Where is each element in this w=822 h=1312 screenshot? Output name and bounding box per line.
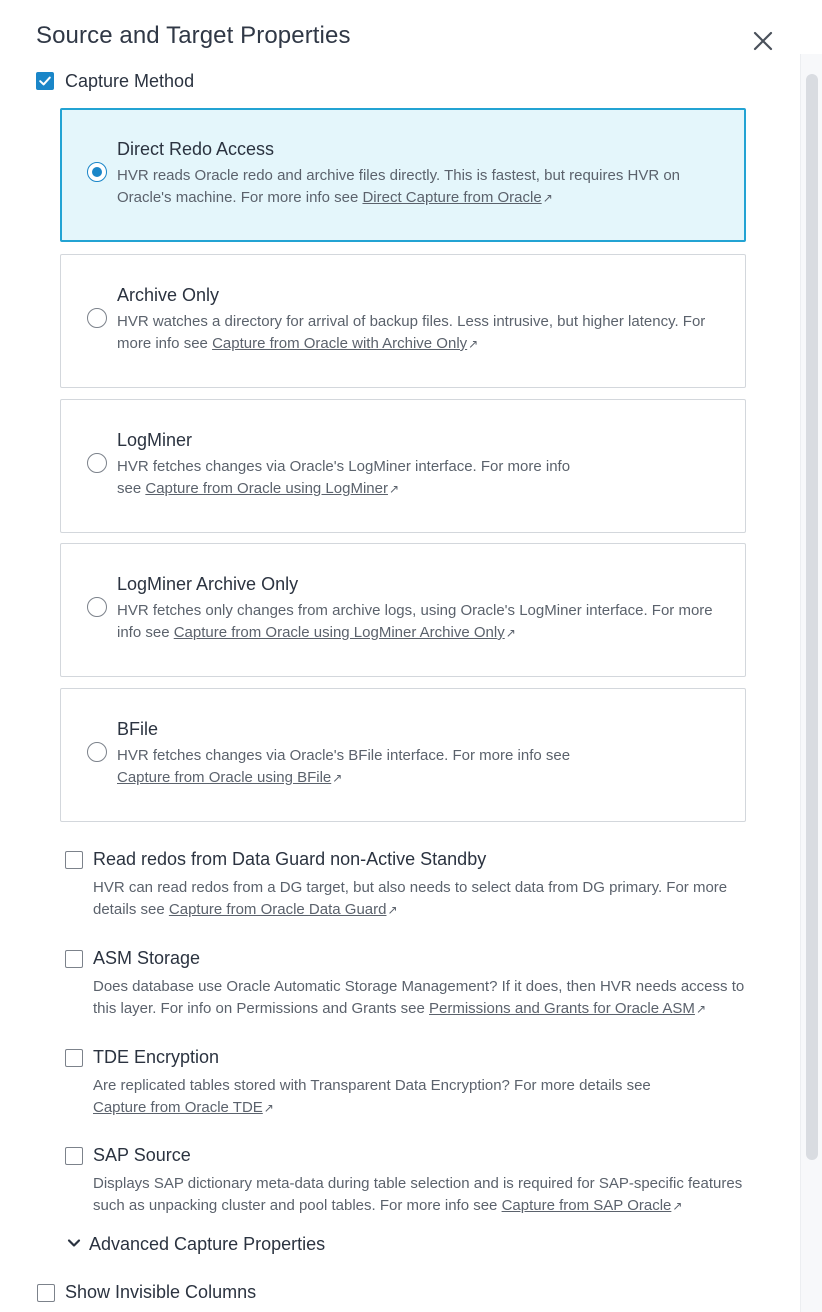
method-info-link[interactable] (117, 769, 342, 786)
method-title: LogMiner (117, 430, 193, 450)
method-card-logminer[interactable] (60, 399, 746, 533)
asm-storage-description (93, 976, 763, 1020)
option-link-text: Capture from Oracle TDE (93, 1099, 263, 1116)
sap-source-checkbox[interactable] (65, 1147, 83, 1165)
data-guard-label: Read redos from Data Guard non-Active Standby (93, 849, 487, 869)
asm-storage-checkbox[interactable] (65, 950, 83, 968)
method-title: LogMiner Archive Only (117, 574, 299, 594)
external-link-icon: ↗ (542, 191, 553, 205)
external-link-icon: ↗ (695, 1002, 706, 1016)
checkmark-icon (37, 73, 53, 89)
method-description (117, 311, 717, 355)
method-card-bfile[interactable] (60, 688, 746, 822)
method-description-text: HVR fetches changes via Oracle's BFile interface. For more info see (117, 747, 571, 764)
data-guard-info-link[interactable] (169, 901, 398, 918)
method-link-text: Capture from Oracle using LogMiner (145, 480, 388, 497)
external-link-icon: ↗ (468, 337, 479, 351)
method-description-text: HVR reads Oracle redo and archive files directly. This is fastest, but requires HVR on Oracle's machine. For more info see (117, 167, 681, 206)
chevron-down-icon (66, 1235, 82, 1251)
option-description-text: Are replicated tables stored with Transparent Data Encryption? For more details see (93, 1077, 651, 1094)
close-button[interactable] (748, 26, 778, 56)
method-description-text: HVR watches a directory for arrival of backup files. Less intrusive, but higher latency. For more info see (117, 313, 706, 352)
data-guard-description (93, 877, 753, 921)
advanced-capture-properties-toggle[interactable] (66, 1234, 325, 1255)
capture-method-label: Capture Method (65, 71, 195, 91)
method-link-text: Capture from Oracle using BFile (117, 769, 332, 786)
tde-encryption-description (93, 1075, 658, 1119)
method-title: Archive Only (117, 285, 220, 305)
method-link-text: Direct Capture from Oracle (362, 189, 542, 206)
method-link-text: Capture from Oracle using LogMiner Archive Only (173, 624, 505, 641)
external-link-icon: ↗ (332, 771, 343, 785)
method-description (117, 600, 717, 644)
method-info-link[interactable] (212, 335, 478, 352)
tde-encryption-checkbox[interactable] (65, 1049, 83, 1067)
tde-encryption-label: TDE Encryption (93, 1047, 220, 1067)
option-link-text: Permissions and Grants for Oracle ASM (429, 1000, 695, 1017)
tde-info-link[interactable] (93, 1099, 274, 1116)
asm-info-link[interactable] (429, 1000, 706, 1017)
sap-source-label: SAP Source (93, 1145, 191, 1165)
method-info-link[interactable] (145, 480, 399, 497)
radio-selected-dot (92, 167, 102, 177)
method-description (117, 745, 572, 789)
option-link-text: Capture from Oracle Data Guard (168, 901, 387, 918)
method-description (117, 165, 717, 209)
data-guard-checkbox[interactable] (65, 851, 83, 869)
option-description-text: Displays SAP dictionary meta-data during table selection and is required for SAP-specific features such as unpacking cluster and pool tables. For more info see (93, 1175, 743, 1214)
sap-source-description (93, 1173, 773, 1217)
radio-bfile[interactable] (87, 742, 107, 762)
external-link-icon: ↗ (387, 903, 398, 917)
method-info-link[interactable] (174, 624, 516, 641)
option-description-text: Does database use Oracle Automatic Storage Management? If it does, then HVR needs access to this layer. For info on Permissions and Grants see (93, 978, 745, 1017)
close-icon (748, 26, 778, 56)
scrollbar-thumb[interactable] (806, 74, 818, 1160)
method-link-text: Capture from Oracle with Archive Only (212, 335, 468, 352)
radio-archive-only[interactable] (87, 308, 107, 328)
option-link-text: Capture from SAP Oracle (501, 1197, 672, 1214)
external-link-icon: ↗ (505, 626, 516, 640)
external-link-icon: ↗ (263, 1101, 274, 1115)
dialog-title: Source and Target Properties (36, 22, 351, 49)
method-title: Direct Redo Access (117, 139, 275, 159)
option-description-text: HVR can read redos from a DG target, but also needs to select data from DG primary. For more details see (93, 879, 728, 918)
advanced-capture-properties-label: Advanced Capture Properties (89, 1234, 326, 1254)
method-card-direct-redo-access[interactable] (60, 108, 746, 242)
method-card-archive-only[interactable] (60, 254, 746, 388)
method-card-logminer-archive-only[interactable] (60, 543, 746, 677)
show-invisible-columns-label: Show Invisible Columns (65, 1282, 257, 1302)
external-link-icon: ↗ (388, 482, 400, 496)
sap-info-link[interactable] (502, 1197, 683, 1214)
radio-direct-redo-access[interactable] (87, 162, 107, 182)
method-description-text: HVR fetches only changes from archive logs, using Oracle's LogMiner interface. For more info see (117, 602, 713, 641)
asm-storage-label: ASM Storage (93, 948, 201, 968)
radio-logminer-archive-only[interactable] (87, 597, 107, 617)
method-description (117, 456, 592, 500)
method-title: BFile (117, 719, 159, 739)
show-invisible-columns-checkbox[interactable] (37, 1284, 55, 1302)
method-info-link[interactable] (362, 189, 552, 206)
capture-method-checkbox[interactable] (36, 72, 54, 90)
method-description-text: HVR fetches changes via Oracle's LogMiner interface. For more info see (117, 458, 571, 497)
external-link-icon: ↗ (672, 1199, 683, 1213)
radio-logminer[interactable] (87, 453, 107, 473)
